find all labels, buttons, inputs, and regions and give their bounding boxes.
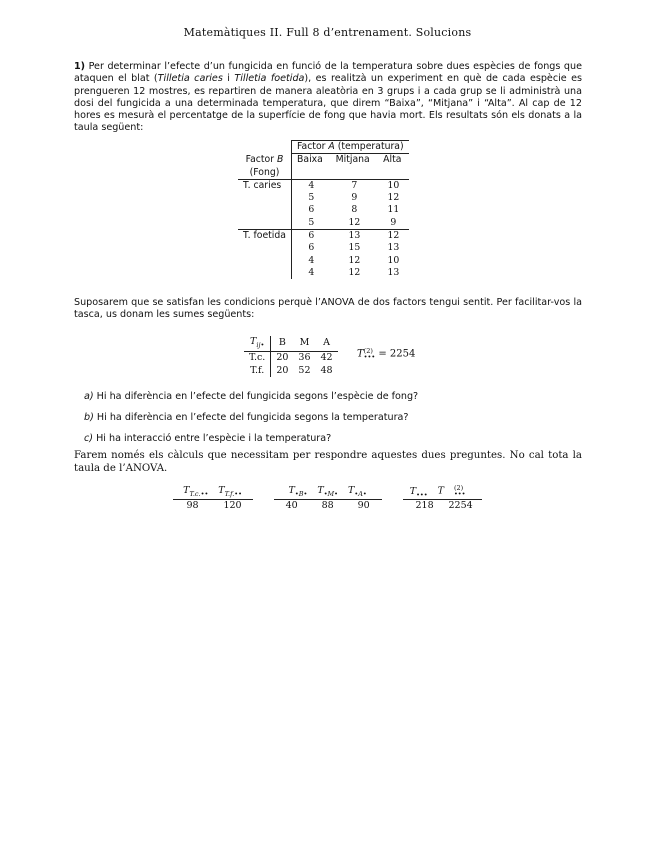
- sums-row-label: T.c.: [244, 352, 271, 365]
- table-cell: 5: [292, 217, 331, 230]
- table-cell: 4: [308, 266, 315, 278]
- label-t-caries: $T_{T.c.••}$: [183, 485, 209, 498]
- sums-col-m: M: [293, 336, 315, 352]
- problem-text-1: Per determinar l’efecte d’un fungicida en funció de la temperatura sobre dues espècies de fongs que ataquen el blat (: [74, 61, 582, 85]
- table-cell: 5: [308, 192, 315, 204]
- question-c-letter: c): [84, 433, 94, 444]
- table-cell: 12: [348, 266, 361, 278]
- table-cell: 13: [387, 266, 400, 278]
- question-c-text: Hi ha interacció entre l’espècie i la temperatura?: [93, 433, 332, 444]
- problem-statement: [74, 61, 582, 135]
- table-cell: 6: [308, 204, 315, 216]
- summary-group-total: [403, 485, 483, 511]
- table-row: [238, 267, 409, 279]
- species-1: Tilletia caries: [157, 73, 223, 85]
- summary-totals: [0, 485, 655, 511]
- table-cell: 4: [308, 254, 315, 266]
- table-cell: 8: [351, 204, 358, 216]
- question-a: [84, 391, 418, 402]
- total-sq-value: = 2254: [378, 348, 416, 360]
- sums-intro: Suposarem que se satisfan les condicions perquè l’ANOVA de dos factors tengui sentit. Per facilitar-vos la tasca, us donam les sumes següents:: [74, 297, 582, 321]
- problem-number: 1): [74, 61, 86, 72]
- total-sq-formula: T (2) ••• = 2254: [357, 347, 416, 361]
- factor-b-header-2: (Fong): [238, 167, 292, 180]
- question-a-letter: a): [84, 391, 94, 402]
- value-t-total-sq: 2254: [448, 500, 473, 512]
- factor-b-header-1: Factor B: [238, 154, 292, 167]
- label-t-a: $T_{•A•}$: [348, 485, 367, 498]
- label-t-total-sq: T (2) •••: [437, 484, 466, 498]
- table-cell: 6: [308, 230, 315, 242]
- table-cell: 9: [378, 217, 408, 230]
- sums-cell: 48: [320, 364, 333, 376]
- table-cell: 12: [348, 254, 361, 266]
- table-cell: 10: [387, 254, 400, 266]
- table-cell: 4: [308, 179, 315, 191]
- table-cell: 7: [351, 179, 358, 191]
- closing-text: Farem només els càlculs que necessitam per respondre aquestes dues preguntes. No cal tota la taula de l’ANOVA.: [74, 450, 582, 474]
- page-header: Matemàtiques II. Full 8 d’entrenament. Solucions: [183, 26, 472, 39]
- sums-table-container: [244, 336, 338, 377]
- data-table-container: [238, 140, 409, 279]
- sums-col-b: B: [271, 336, 294, 352]
- table-row: [238, 255, 409, 267]
- table-row: [238, 192, 409, 204]
- summary-group-species: [173, 485, 253, 511]
- table-cell: 11: [387, 204, 400, 216]
- label-t-total: $T_{•••}$: [409, 485, 428, 499]
- col-header-alta: Alta: [383, 154, 402, 166]
- table-cell: 15: [348, 242, 361, 254]
- table-cell: 13: [387, 242, 400, 254]
- table-row: [238, 217, 409, 230]
- question-c: [84, 433, 331, 444]
- table-cell: 12: [387, 230, 400, 242]
- question-b: [84, 412, 409, 423]
- sums-cell: 20: [276, 364, 289, 376]
- table-cell: 12: [387, 192, 400, 204]
- col-header-mitjana: Mitjana: [335, 154, 370, 166]
- col-header-baixa: Baixa: [297, 154, 323, 166]
- value-t-m: 88: [321, 499, 334, 511]
- question-b-letter: b): [84, 412, 94, 423]
- group-label: T. caries: [238, 179, 292, 192]
- question-b-text: Hi ha diferència en l’efecte del fungicida segons la temperatura?: [93, 412, 409, 423]
- problem-text-2: ), es realitzà un experiment en què de cada espècie es prengueren 12 mostres, es repartiren de manera aleatòria en 3 grups i a cada grup se li administrà una dosi del fungicida a una determinada temperatura, que direm “Baixa”, “Mitjana” i “Alta”. Al cap de 12 hores es mesurà el percentatge de la superfície de fong que havia mort. Els resultats són els donats a la taula següent:: [74, 73, 583, 134]
- species-2: Tilletia foetida: [234, 73, 305, 85]
- value-t-caries: 98: [186, 499, 199, 511]
- sums-cell: 42: [320, 352, 333, 364]
- table-row: [238, 204, 409, 216]
- summary-group-temperature: [274, 485, 382, 511]
- label-t-foetida: $T_{T.f.••}$: [218, 485, 242, 498]
- sums-cell: 52: [298, 364, 311, 376]
- factor-a-header: Factor A (temperatura): [292, 141, 409, 154]
- sums-cell: 20: [276, 352, 289, 364]
- table-cell: 6: [308, 242, 315, 254]
- table-row: [238, 242, 409, 254]
- table-row: [238, 230, 409, 243]
- problem-text-and: i: [222, 73, 235, 85]
- sums-cell: 36: [298, 352, 311, 364]
- group-label: T. foetida: [238, 230, 292, 243]
- data-table: [238, 140, 409, 279]
- table-cell: 10: [387, 179, 400, 191]
- table-row: [238, 179, 409, 192]
- table-cell: 13: [348, 230, 361, 242]
- label-t-b: $T_{•B•}$: [288, 485, 308, 498]
- sums-corner: $T_{ij•}$: [244, 336, 271, 352]
- value-t-total: 218: [415, 500, 434, 512]
- question-a-text: Hi ha diferència en l’efecte del fungicida segons l’espècie de fong?: [93, 391, 419, 402]
- sums-col-a: A: [316, 336, 338, 352]
- sums-table: [244, 336, 338, 377]
- value-t-foetida: 120: [223, 499, 242, 511]
- table-cell: 9: [351, 192, 358, 204]
- label-t-m: $T_{•M•}$: [317, 485, 339, 498]
- table-cell: 12: [331, 217, 379, 230]
- sums-row-label: T.f.: [244, 365, 271, 378]
- value-t-b: 40: [285, 499, 298, 511]
- value-t-a: 90: [357, 499, 370, 511]
